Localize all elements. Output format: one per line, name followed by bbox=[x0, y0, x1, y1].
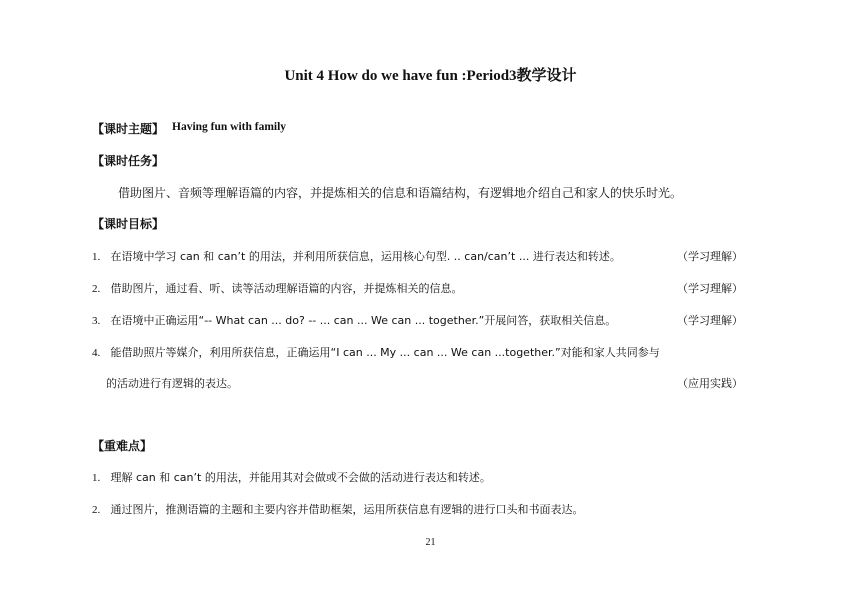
objective-continuation: 的活动进行有逻辑的表达。 bbox=[106, 377, 238, 390]
objective-number: 2. bbox=[92, 283, 101, 295]
key-points-heading: 【重难点】 bbox=[92, 439, 153, 453]
page-number: 21 bbox=[425, 537, 436, 548]
objective-item bbox=[92, 248, 621, 264]
objective-item bbox=[92, 344, 660, 360]
objective-text: 借助图片，通过看、听、读等活动理解语篇的内容，并提炼相关的信息。 bbox=[110, 282, 463, 295]
page-title: Unit 4 How do we have fun :Period3教学设计 bbox=[284, 68, 577, 84]
objective-item bbox=[92, 280, 463, 296]
key-point-number: 2. bbox=[92, 504, 101, 516]
task-heading: 【课时任务】 bbox=[92, 154, 165, 168]
objective-tag: （应用实践） bbox=[677, 377, 743, 390]
objectives-heading: 【课时目标】 bbox=[92, 217, 165, 231]
key-point-item bbox=[92, 501, 584, 517]
objective-text: 在语境中正确运用“-- What can ... do? -- ... can ... We can ... together.”开展问答，获取相关信息。 bbox=[110, 314, 617, 327]
topic-heading: 【课时主题】 bbox=[92, 122, 165, 136]
task-text: 借助图片、音频等理解语篇的内容，并提炼相关的信息和语篇结构，有逻辑地介绍自己和家人的快乐时光。 bbox=[118, 186, 683, 200]
objective-number: 3. bbox=[92, 315, 101, 327]
key-point-number: 1. bbox=[92, 472, 101, 484]
objective-tag: （学习理解） bbox=[677, 250, 743, 263]
objective-tag: （学习理解） bbox=[677, 314, 743, 327]
objective-number: 1. bbox=[92, 251, 101, 263]
objective-text: 能借助照片等媒介，利用所获信息，正确运用“I can ... My ... can ... We can ...together.”对能和家人共同参与 bbox=[110, 346, 660, 359]
key-point-item bbox=[92, 469, 491, 485]
key-point-text: 理解 can 和 can’t 的用法，并能用其对会做或不会做的活动进行表达和转述。 bbox=[110, 471, 491, 484]
objective-text: 在语境中学习 can 和 can’t 的用法，并利用所获信息，运用核心句型. .. can/can’t ... 进行表达和转述。 bbox=[110, 250, 621, 263]
key-point-text: 通过图片，推测语篇的主题和主要内容并借助框架，运用所获信息有逻辑的进行口头和书面表达。 bbox=[110, 503, 584, 516]
objective-number: 4. bbox=[92, 347, 101, 359]
topic-value: Having fun with family bbox=[172, 121, 287, 133]
objective-item bbox=[92, 312, 616, 328]
objective-tag: （学习理解） bbox=[677, 282, 743, 295]
